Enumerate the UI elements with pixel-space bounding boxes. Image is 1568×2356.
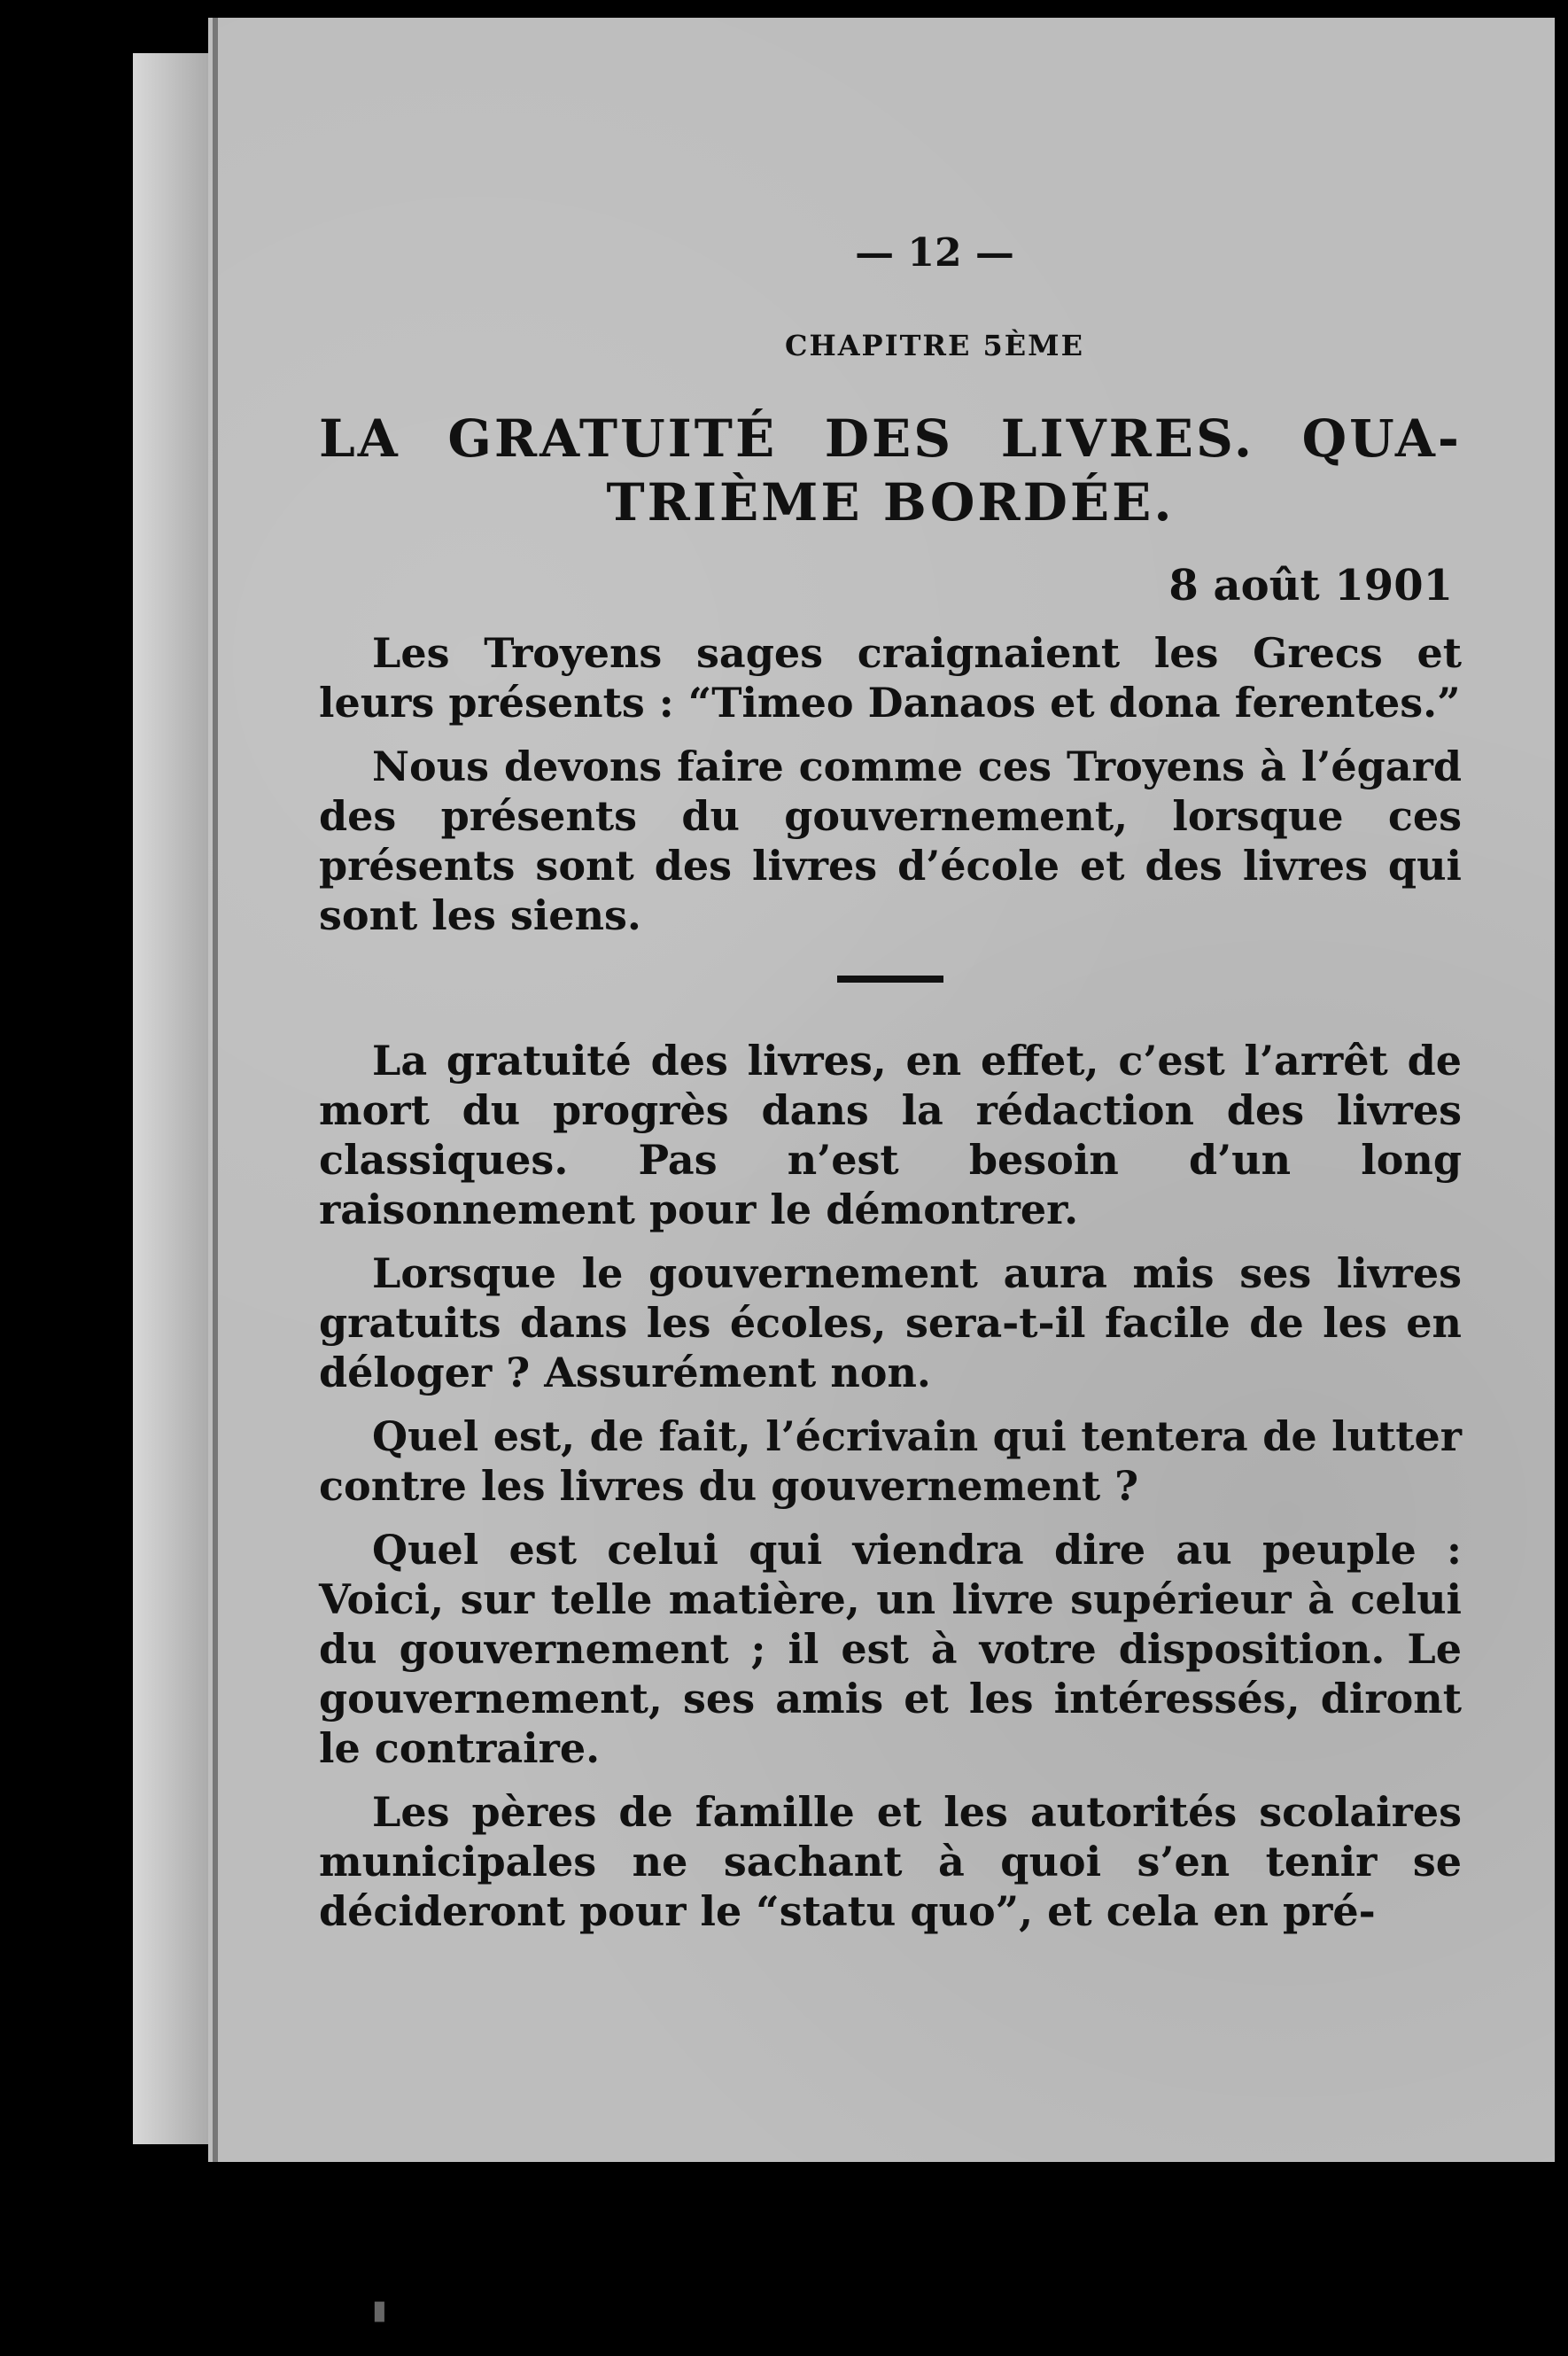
page-fold-line [213,18,218,2162]
page-number: — 12 — [855,230,1014,276]
page-text [319,230,1462,1950]
chapter-title-line-2: TRIÈME BORDÉE. [606,472,1175,533]
paragraph: La gratuité des livres, en effet, c’est l’arrêt de mort du progrès dans la rédaction des livres classiques. Pas n’est besoin d’un long raisonnement pour le démontrer. [319,1037,1462,1233]
paragraph: Nous devons faire comme ces Troyens à l’égard des présents du gouvernement, lorsque ces présents sont des livres d’école et des livres qui sont les siens. [319,743,1462,939]
section-divider [837,976,943,983]
paragraph: Lorsque le gouvernement aura mis ses livres gratuits dans les écoles, sera-t-il facile de les en déloger ? Assurément non. [319,1249,1462,1396]
page-left-edge [133,53,213,2144]
chapter-title-line-1: LA GRATUITÉ DES LIVRES. QUA- [319,408,1462,469]
paragraph: Les pères de famille et les autorités scolaires municipales ne sachant à quoi s’en tenir se décideront pour le “statu quo”, et cela en pré- [319,1788,1462,1935]
paragraph: Les Troyens sages craignaient les Grecs et leurs présents : “Timeo Danaos et dona ferentes.” [319,629,1462,727]
paragraph: Quel est, de fait, l’écrivain qui tentera de lutter contre les livres du gouvernement ? [319,1412,1462,1510]
date-line: 8 août 1901 [1168,561,1453,610]
scan-artifact: ▮ [372,2295,387,2326]
paragraph: Quel est celui qui viendra dire au peuple : Voici, sur telle matière, un livre supérieur à celui du gouvernement ; il est à votre disposition. Le gouvernement, ses amis et les intéressés, diront le contraire. [319,1526,1462,1772]
chapter-title [319,407,1462,534]
chapter-heading: CHAPITRE 5ÈME [785,329,1084,362]
